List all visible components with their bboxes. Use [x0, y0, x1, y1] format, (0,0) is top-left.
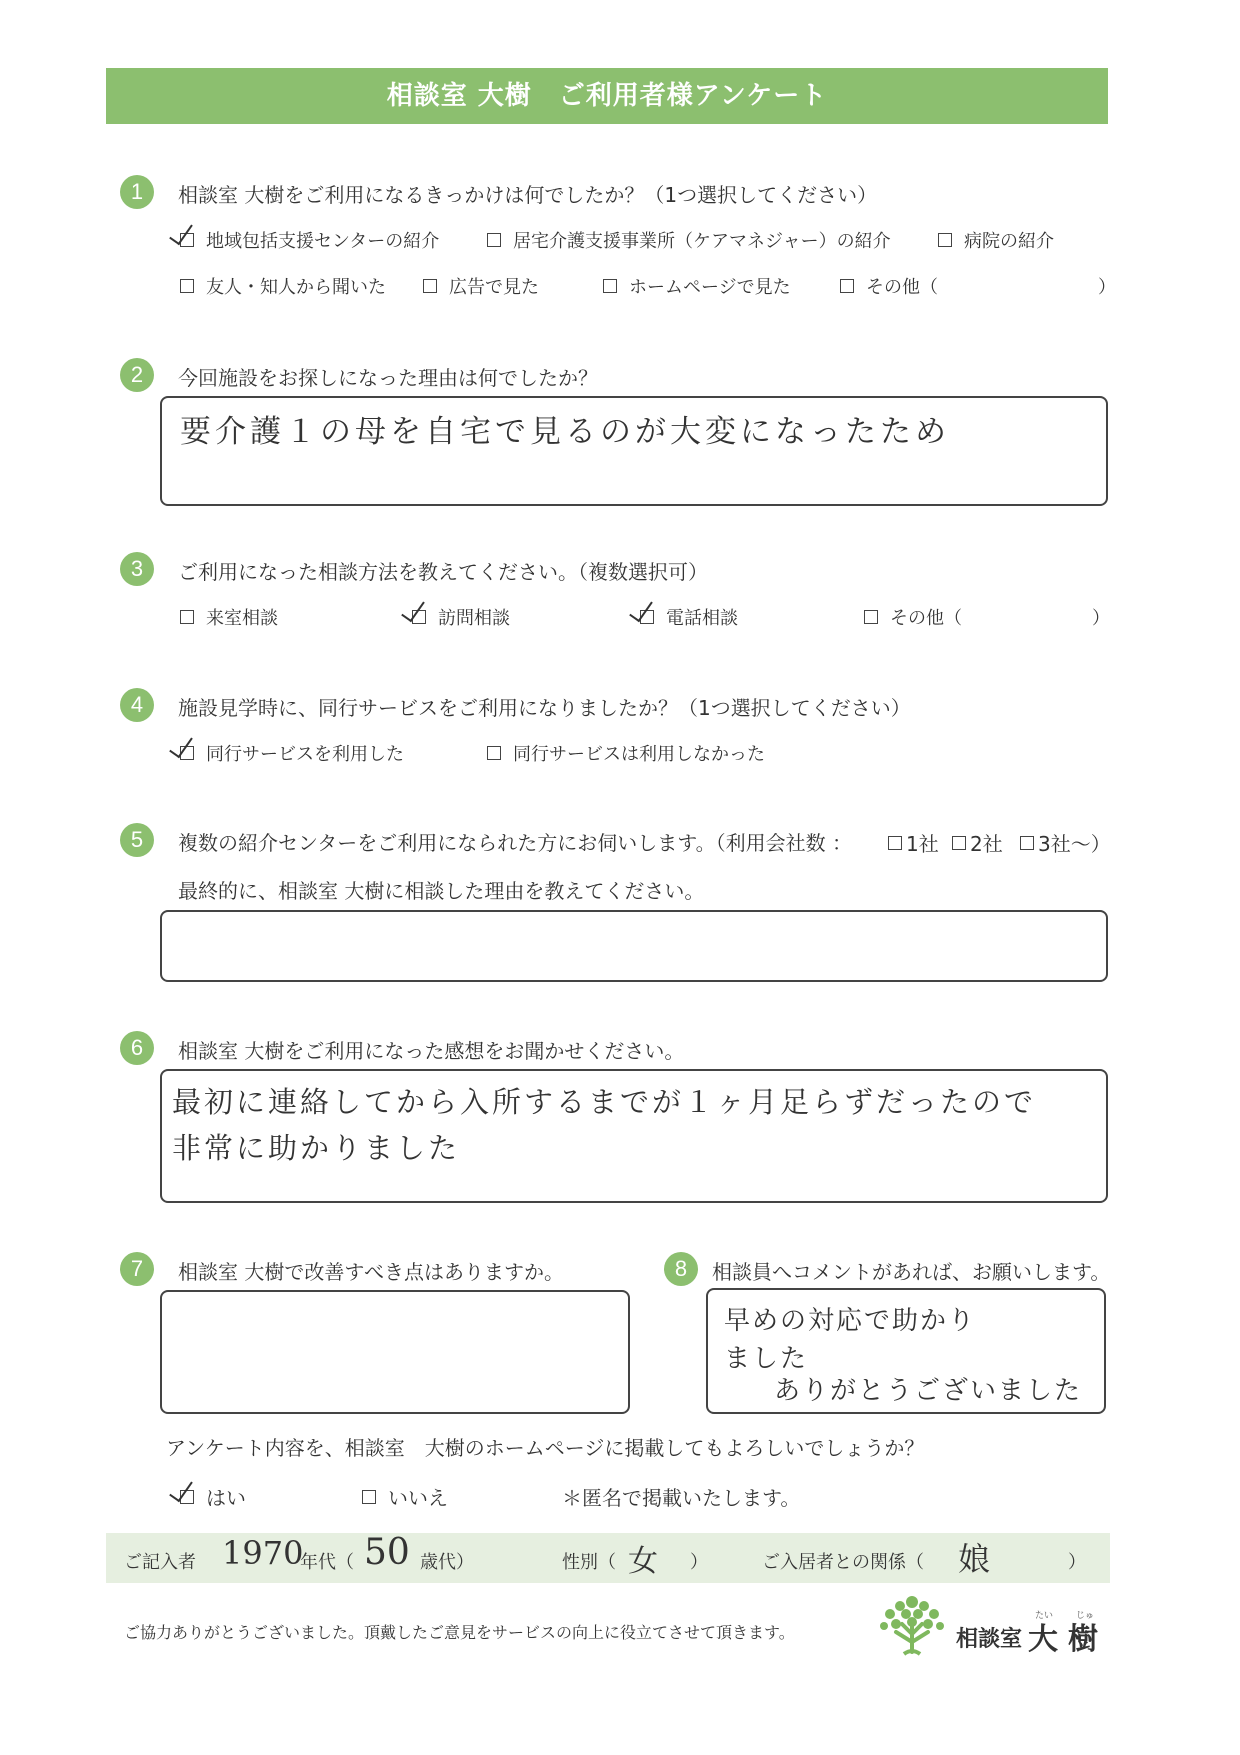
- q4-option-used[interactable]: 同行サービスを利用した: [180, 740, 404, 766]
- question-8-text: 相談員へコメントがあれば、お願いします。: [712, 1260, 1111, 1284]
- birth-decade-suffix: 年代（: [300, 1552, 354, 1573]
- question-5-number: 5: [120, 823, 154, 857]
- checkbox-icon[interactable]: [362, 1490, 376, 1504]
- q1-option-community-center[interactable]: 地域包括支援センターの紹介: [180, 227, 439, 253]
- relation-value[interactable]: 娘: [958, 1540, 991, 1578]
- q1-option-care-manager[interactable]: 居宅介護支援事業所（ケアマネジャー）の紹介: [487, 227, 891, 253]
- checkbox-icon[interactable]: [1020, 836, 1034, 850]
- checkbox-icon[interactable]: [487, 746, 501, 760]
- writer-label: ご記入者: [124, 1552, 196, 1573]
- question-7-number: 7: [120, 1252, 154, 1286]
- publish-note: ＊匿名で掲載いたします。: [562, 1486, 801, 1510]
- checkbox-checked-icon[interactable]: [180, 1490, 194, 1504]
- q3-other-close: ）: [1092, 608, 1110, 629]
- checkbox-icon[interactable]: [888, 836, 902, 850]
- question-4-text: 施設見学時に、同行サービスをご利用になりましたか？（1つ選択してください）: [178, 696, 911, 720]
- birth-decade-value[interactable]: 1970: [222, 1534, 304, 1572]
- checkbox-icon[interactable]: [487, 233, 501, 247]
- question-2-text: 今回施設をお探しになった理由は何でしたか？: [178, 366, 598, 390]
- logo-text-big-1: 大: [1028, 1622, 1058, 1657]
- checkbox-icon[interactable]: [952, 836, 966, 850]
- logo-ruby-1: たい: [1035, 1611, 1054, 1621]
- q5-count-1[interactable]: 1社: [888, 828, 939, 857]
- publish-no-option[interactable]: いいえ: [362, 1482, 448, 1511]
- q1-other-close: ）: [1098, 277, 1116, 298]
- gender-close: ）: [690, 1552, 708, 1573]
- gender-value[interactable]: 女: [628, 1544, 658, 1579]
- question-8-handwritten-line-1: 早めの対応で助かり: [724, 1306, 977, 1336]
- question-3-text: ご利用になった相談方法を教えてください。（複数選択可）: [178, 560, 708, 584]
- q1-option-advertisement[interactable]: 広告で見た: [423, 273, 539, 299]
- q3-option-phone[interactable]: 電話相談: [640, 604, 738, 630]
- question-8-handwritten-line-2: ました: [724, 1344, 809, 1374]
- logo-text-small: 相談室: [956, 1627, 1023, 1652]
- checkbox-icon[interactable]: [180, 279, 194, 293]
- relation-label: ご入居者との関係（: [762, 1552, 924, 1573]
- question-7-answer-box[interactable]: [160, 1290, 630, 1414]
- q1-option-other[interactable]: その他（: [840, 273, 938, 299]
- survey-title: 相談室 大樹 ご利用者様アンケート: [106, 68, 1108, 124]
- question-2-number: 2: [120, 358, 154, 392]
- question-3-number: 3: [120, 552, 154, 586]
- question-5-subtext: 最終的に、相談室 大樹に相談した理由を教えてください。: [178, 879, 705, 903]
- question-6-handwritten-line-1: 最初に連絡してから入所するまでが１ヶ月足らずだったので: [172, 1085, 1037, 1119]
- question-8-number: 8: [664, 1252, 698, 1286]
- checkbox-icon[interactable]: [603, 279, 617, 293]
- q1-option-hospital[interactable]: 病院の紹介: [938, 227, 1054, 253]
- publish-yes-option[interactable]: はい: [180, 1482, 246, 1511]
- q5-count-2[interactable]: 2社: [952, 828, 1003, 857]
- checkbox-checked-icon[interactable]: [412, 610, 426, 624]
- question-2-handwritten-answer: 要介護１の母を自宅で見るのが大変になったため: [180, 414, 950, 450]
- q3-option-visit-office[interactable]: 来室相談: [180, 604, 278, 630]
- question-1-number: 1: [120, 175, 154, 209]
- question-6-number: 6: [120, 1031, 154, 1065]
- question-8-handwritten-line-3: ありがとうございました: [774, 1376, 1083, 1406]
- question-6-text: 相談室 大樹をご利用になった感想をお聞かせください。: [178, 1039, 685, 1063]
- checkbox-icon[interactable]: [840, 279, 854, 293]
- question-5-text: 複数の紹介センターをご利用になられた方にお伺いします。（利用会社数 ：: [178, 831, 852, 855]
- question-6-handwritten-line-2: 非常に助かりました: [172, 1131, 461, 1165]
- relation-close: ）: [1068, 1552, 1086, 1573]
- q4-option-not-used[interactable]: 同行サービスは利用しなかった: [487, 740, 765, 766]
- age-value[interactable]: 50: [364, 1532, 410, 1573]
- q3-option-home-visit[interactable]: 訪問相談: [412, 604, 510, 630]
- question-4-number: 4: [120, 688, 154, 722]
- tree-logo-icon: [876, 1590, 948, 1658]
- checkbox-checked-icon[interactable]: [180, 233, 194, 247]
- checkbox-icon[interactable]: [938, 233, 952, 247]
- q3-option-other[interactable]: その他（: [864, 604, 962, 630]
- logo-ruby-2: じゅ: [1076, 1611, 1095, 1621]
- checkbox-icon[interactable]: [423, 279, 437, 293]
- q5-count-3[interactable]: 3社～）: [1020, 828, 1111, 857]
- question-1-text: 相談室 大樹をご利用になるきっかけは何でしたか？（1つ選択してください）: [178, 183, 878, 207]
- publish-question: アンケート内容を、相談室 大樹のホームページに掲載してもよろしいでしょうか？: [166, 1436, 925, 1460]
- q1-option-friend[interactable]: 友人・知人から聞いた: [180, 273, 386, 299]
- checkbox-checked-icon[interactable]: [640, 610, 654, 624]
- checkbox-icon[interactable]: [864, 610, 878, 624]
- logo-text-big-2: 樹: [1068, 1622, 1098, 1657]
- question-7-text: 相談室 大樹で改善すべき点はありますか。: [178, 1260, 564, 1284]
- thank-you-note: ご協力ありがとうございました。頂戴したご意見をサービスの向上に役立てさせて頂きます。: [124, 1623, 795, 1642]
- checkbox-checked-icon[interactable]: [180, 746, 194, 760]
- question-5-answer-box[interactable]: [160, 910, 1108, 982]
- age-suffix: 歳代）: [420, 1552, 474, 1573]
- checkbox-icon[interactable]: [180, 610, 194, 624]
- gender-label: 性別（: [562, 1552, 616, 1573]
- q1-option-homepage[interactable]: ホームページで見た: [603, 273, 791, 299]
